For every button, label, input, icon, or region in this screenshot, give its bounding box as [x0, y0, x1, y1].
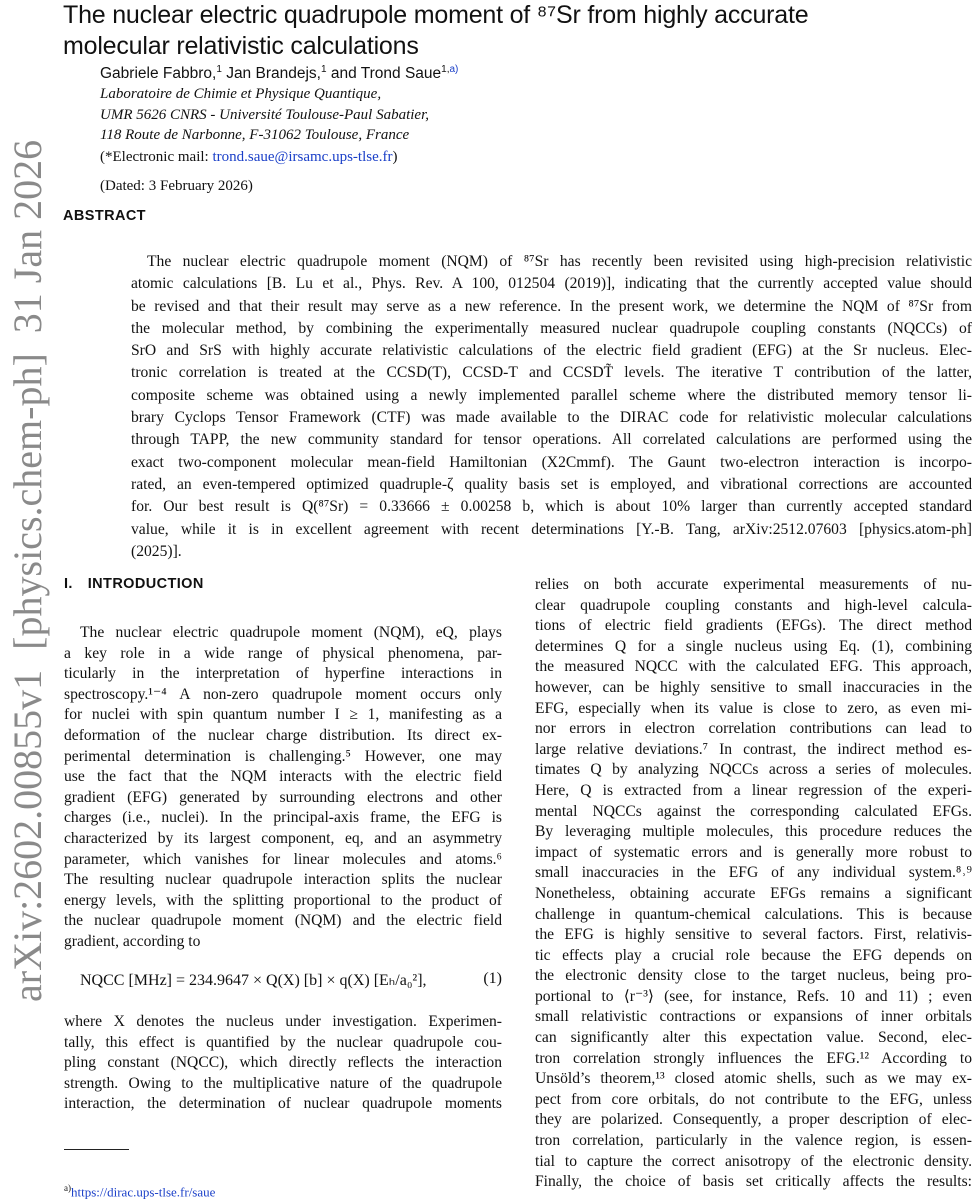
text-line: impact of systematic errors and is generally more robust to [535, 843, 972, 861]
text-line: challenge in quantum-chemical calculations. This is because [535, 905, 972, 923]
text-line: tic effects play a crucial role because the EFG depends on [535, 946, 972, 964]
author-list [100, 64, 458, 83]
text-line: can significantly alter this expectation value. Second, elec- [535, 1029, 972, 1047]
title-line: The nuclear electric quadrupole moment of ⁸⁷Sr from highly accurate [63, 1, 809, 29]
text-line: Unsöld’s theorem,¹³ closed atomic shells, such as we may ex- [535, 1070, 972, 1088]
dated-line: (Dated: 3 February 2026) [100, 178, 253, 194]
text-line: through TAPP, the new community standard for tensor operations. All correlated calculations are performed using the [131, 431, 972, 449]
text-line: parameter, which vanishes for linear molecules and atoms.⁶ [64, 850, 502, 868]
affiliation-mark: 1 [320, 64, 327, 75]
text-line: interaction, the determination of nuclear quadrupole moments [64, 1095, 502, 1113]
text-line: By leveraging multiple molecules, this procedure reduces the [535, 823, 972, 841]
text-line: composite scheme was obtained using a newly implemented parallel scheme where the distributed memory tensor li- [131, 386, 972, 404]
affiliation-mark: 1, [441, 64, 450, 75]
text-line: brary Cyclops Tensor Framework (CTF) was made available to the DIRAC code for relativistic molecular calculations [131, 409, 972, 427]
text-line: Finally, the choice of basis set critically affects the results: [535, 1173, 972, 1191]
text-line: exact two-component molecular mean-field Hamiltonian (X2Cmmf). The Gaunt two-electron interaction is incorpo- [131, 453, 972, 471]
text-line: the measured NQCC with the calculated EFG. This approach, [535, 658, 972, 676]
text-line: clear quadrupole coupling constants and high-level calcula- [535, 596, 972, 614]
text-line: tron correlation, particularly in the valence region, is essen- [535, 1132, 972, 1150]
text-line: tally, this effect is quantified by the nuclear quadrupole cou- [64, 1033, 502, 1051]
email-link[interactable]: trond.saue@irsamc.ups-tlse.fr [212, 149, 393, 165]
text-line: EFG, especially when its value is close to zero, as even mi- [535, 699, 972, 717]
text-line: the molecular method, by combining the experimentally measured nuclear quadrupole coupling constants (NQCCs) of [131, 319, 972, 337]
text-line: large relative deviations.⁷ In contrast, the indirect method es- [535, 740, 972, 758]
text-line: pect from core orbitals, do not contribute to the EFG, unless [535, 1090, 972, 1108]
text-line: tial to capture the correct anisotropy of the electronic density. [535, 1152, 972, 1170]
footnote-mark: a) [64, 1183, 71, 1193]
text-line: timates Q by analyzing NQCCs across a series of molecules. [535, 761, 972, 779]
footnote-divider [64, 1149, 129, 1150]
text-line: however, can be highly sensitive to small inaccuracies in the [535, 678, 972, 696]
abstract-heading: ABSTRACT [63, 208, 146, 224]
text-line: value, while it is in excellent agreement with recent determinations [Y.-B. Tang, arXiv:2512.07603 [physics.atom-ph] [131, 520, 972, 538]
footnote-url-link[interactable]: https://dirac.ups-tlse.fr/saue [71, 1184, 216, 1200]
text-line: (2025)]. [131, 542, 182, 560]
text-line: rated, an even-tempered optimized quadruple-ζ quality basis set is employed, and vibrational corrections are accounted [131, 475, 972, 493]
text-line: small inaccuracies in the EFG of any individual system.⁸˒⁹ [535, 864, 972, 882]
text-line: Here, Q is extracted from a linear regression of the experi- [535, 781, 972, 799]
text-line: characterized by its largest component, eq, and an asymmetry [64, 829, 502, 847]
text-line: atomic calculations [B. Lu et al., Phys. Rev. A 100, 012504 (2019)], indicating that the currently accepted value should [131, 275, 972, 293]
text-line: portional to ⟨r⁻³⟩ (see, for instance, Refs. 10 and 11) ; even [535, 987, 972, 1005]
footnote [64, 1183, 215, 1200]
text-line: for. Our best result is Q(⁸⁷Sr) = 0.33666 ± 0.00258 b, which is about 10% larger than currently accepted standard [131, 498, 972, 516]
email-line [100, 149, 397, 166]
author-name: Gabriele Fabbro, [100, 65, 217, 83]
text-line: Nonetheless, obtaining accurate EFGs remains a significant [535, 884, 972, 902]
equation-text: NQCC [MHz] = 234.9647 × Q(X) [b] × q(X) [Eₕ/a₀²], [80, 972, 427, 989]
arxiv-stamp: arXiv:2602.00855v1 [physics.chem-ph] 31 Jan 2026 [5, 139, 50, 1002]
text-line: small relativistic contractions or expansions of inner orbitals [535, 1008, 972, 1026]
text-line: deformation of the nuclear charge distribution. Its direct ex- [64, 726, 502, 744]
affiliation-line: Laboratoire de Chimie et Physique Quantique, [100, 86, 382, 102]
intro-paragraph-2 [64, 1012, 502, 1115]
text-line: ticularly in the interpretation of hyperfine interactions in [64, 665, 502, 683]
text-line: perimental determination is challenging.⁵ However, one may [64, 747, 502, 765]
paper-title [63, 0, 808, 62]
intro-right-column [535, 575, 972, 1193]
abstract-body [131, 251, 972, 563]
text-line: be revised and that their result may serve as a new reference. In the present work, we determine the NQM of ⁸⁷Sr from [131, 297, 972, 315]
text-line: SrO and SrS with highly accurate relativistic calculations of the electric field gradient (EFG) at the Sr nucleus. Elec- [131, 342, 972, 360]
text-line: energy levels, with the splitting proportional to the product of [64, 891, 502, 909]
author-name: Jan Brandejs, [226, 65, 321, 83]
text-line: nor errors in electron correlation contributions can lead to [535, 720, 972, 738]
affiliation-line: 118 Route de Narbonne, F-31062 Toulouse, France [100, 127, 410, 143]
text-line: pling constant (NQCC), which directly reflects the interaction [64, 1054, 502, 1072]
text-line: spectroscopy.¹⁻⁴ A non-zero quadrupole moment occurs only [64, 685, 502, 703]
text-line: the EFG is highly sensitive to several factors. First, relativis- [535, 926, 972, 944]
text-line: determines Q for a single nucleus using Eq. (1), combining [535, 637, 972, 655]
introduction-heading: I. INTRODUCTION [64, 576, 204, 592]
email-label: (*Electronic mail: [100, 149, 213, 165]
email-suffix: ) [392, 149, 398, 165]
affiliation-line: UMR 5626 CNRS - Université Toulouse-Paul Sabatier, [100, 107, 430, 123]
author-name: and Trond Saue [330, 65, 442, 83]
text-line: tron correlation strongly influences the EFG.¹² According to [535, 1049, 972, 1067]
intro-paragraph-1 [64, 623, 502, 953]
text-line: mental NQCCs against the corresponding calculated EFGs. [535, 802, 972, 820]
text-line: they are polarized. Consequently, a proper description of elec- [535, 1111, 972, 1129]
footnote-link[interactable]: a) [449, 64, 459, 75]
text-line: where X denotes the nucleus under investigation. Experimen- [64, 1013, 502, 1030]
text-line: charges (i.e., nuclei). In the principal-axis frame, the EFG is [64, 809, 502, 827]
text-line: gradient, according to [64, 932, 201, 950]
text-line: The resulting nuclear quadrupole interaction splits the nuclear [64, 871, 502, 889]
text-line: gradient (EFG) generated by surrounding electrons and other [64, 788, 502, 806]
text-line: for nuclei with spin quantum number I ≥ 1, manifesting as a [64, 706, 502, 724]
equation-number: (1) [483, 970, 502, 987]
text-line: The nuclear electric quadrupole moment (NQM), eQ, plays [80, 624, 502, 641]
text-line: The nuclear electric quadrupole moment (NQM) of ⁸⁷Sr has recently been revisited using high-precision relativistic [147, 253, 972, 270]
equation-1 [80, 970, 502, 990]
text-line: relies on both accurate experimental measurements of nu- [535, 576, 972, 593]
text-line: tions of electric field gradients (EFGs). The direct method [535, 617, 972, 635]
text-line: strength. Owing to the multiplicative nature of the quadrupole [64, 1074, 502, 1092]
text-line: a key role in a wide range of physical phenomena, par- [64, 644, 502, 662]
title-line: molecular relativistic calculations [63, 32, 419, 60]
text-line: use the fact that the NQM interacts with the electric field [64, 768, 502, 786]
text-line: tronic correlation is treated at the CCSD(T), CCSD-T and CCSDT̃ levels. The iterative T contribution of the latter, [131, 364, 972, 382]
affiliation-mark: 1 [216, 64, 222, 75]
text-line: the electronic density close to the target nucleus, being pro- [535, 967, 972, 985]
text-line: the nuclear quadrupole moment (NQM) and the electric field [64, 912, 502, 930]
